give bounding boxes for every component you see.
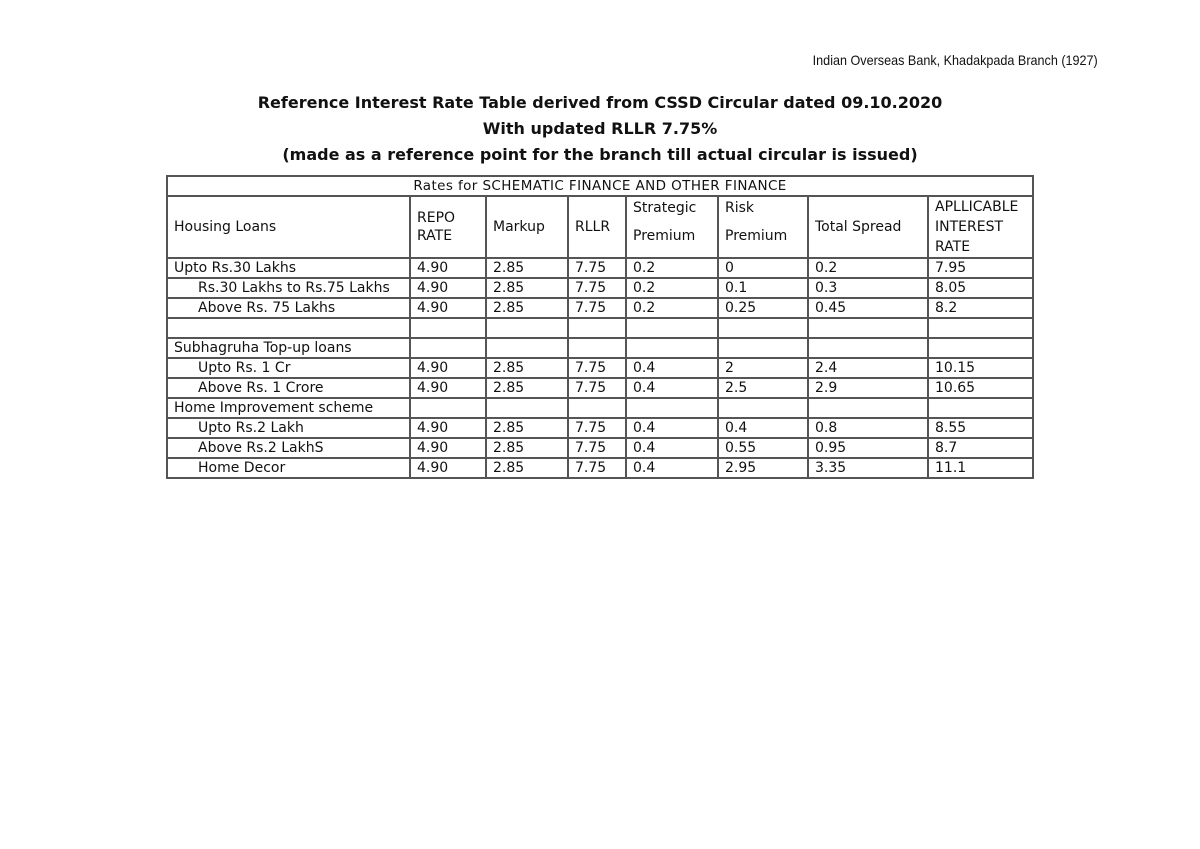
cell-markup: 2.85 bbox=[486, 458, 568, 478]
cell-markup: 2.85 bbox=[486, 438, 568, 458]
cell-strategic-premium: 0.4 bbox=[626, 378, 718, 398]
cell-total-spread: 0.2 bbox=[808, 258, 928, 278]
cell-rllr: 7.75 bbox=[568, 438, 626, 458]
cell-rllr: 7.75 bbox=[568, 258, 626, 278]
cell-markup: 2.85 bbox=[486, 418, 568, 438]
header-rllr: RLLR bbox=[568, 196, 626, 258]
header-repo-line-1: REPO bbox=[417, 210, 456, 226]
cell-loan-type: Above Rs.2 LakhS bbox=[167, 438, 410, 458]
cell-applicable-rate: 11.1 bbox=[928, 458, 1033, 478]
cell-strategic-premium: 0.2 bbox=[626, 278, 718, 298]
cell-applicable-rate: 8.2 bbox=[928, 298, 1033, 318]
cell-repo-rate bbox=[410, 318, 486, 338]
cell-loan-type: Above Rs. 75 Lakhs bbox=[167, 298, 410, 318]
table-row bbox=[167, 378, 1033, 398]
cell-rllr: 7.75 bbox=[568, 458, 626, 478]
table-row bbox=[167, 278, 1033, 298]
cell-applicable-rate bbox=[928, 318, 1033, 338]
cell-strategic-premium: 0.2 bbox=[626, 298, 718, 318]
cell-rllr: 7.75 bbox=[568, 358, 626, 378]
table-caption-row bbox=[167, 176, 1033, 196]
table-row bbox=[167, 438, 1033, 458]
interest-rate-table bbox=[166, 175, 1034, 479]
cell-risk-premium: 0.25 bbox=[718, 298, 808, 318]
cell-loan-type bbox=[167, 318, 410, 338]
cell-risk-premium: 0 bbox=[718, 258, 808, 278]
cell-markup: 2.85 bbox=[486, 358, 568, 378]
cell-markup: 2.85 bbox=[486, 278, 568, 298]
header-strategic-line-1: Strategic bbox=[633, 200, 697, 216]
cell-markup bbox=[486, 318, 568, 338]
cell-applicable-rate: 7.95 bbox=[928, 258, 1033, 278]
cell-rllr: 7.75 bbox=[568, 298, 626, 318]
cell-repo-rate: 4.90 bbox=[410, 358, 486, 378]
cell-strategic-premium bbox=[626, 318, 718, 338]
cell-applicable-rate: 10.15 bbox=[928, 358, 1033, 378]
cell-loan-type: Upto Rs.2 Lakh bbox=[167, 418, 410, 438]
cell-loan-type: Above Rs. 1 Crore bbox=[167, 378, 410, 398]
header-total-spread: Total Spread bbox=[808, 196, 928, 258]
cell-loan-type: Home Improvement scheme bbox=[167, 398, 410, 418]
header-housing-loans: Housing Loans bbox=[167, 196, 410, 258]
cell-strategic-premium bbox=[626, 398, 718, 418]
cell-repo-rate: 4.90 bbox=[410, 418, 486, 438]
cell-loan-type: Subhagruha Top-up loans bbox=[167, 338, 410, 358]
cell-risk-premium: 2.95 bbox=[718, 458, 808, 478]
cell-risk-premium bbox=[718, 318, 808, 338]
cell-loan-type: Upto Rs. 1 Cr bbox=[167, 358, 410, 378]
cell-strategic-premium: 0.4 bbox=[626, 438, 718, 458]
cell-risk-premium bbox=[718, 398, 808, 418]
cell-loan-type: Rs.30 Lakhs to Rs.75 Lakhs bbox=[167, 278, 410, 298]
cell-total-spread: 2.4 bbox=[808, 358, 928, 378]
cell-rllr: 7.75 bbox=[568, 278, 626, 298]
cell-repo-rate: 4.90 bbox=[410, 298, 486, 318]
cell-total-spread: 2.9 bbox=[808, 378, 928, 398]
cell-total-spread: 0.95 bbox=[808, 438, 928, 458]
cell-strategic-premium: 0.4 bbox=[626, 458, 718, 478]
table-row bbox=[167, 418, 1033, 438]
table-row bbox=[167, 358, 1033, 378]
table-row bbox=[167, 258, 1033, 278]
cell-rllr: 7.75 bbox=[568, 378, 626, 398]
cell-total-spread: 0.3 bbox=[808, 278, 928, 298]
table-row bbox=[167, 338, 1033, 358]
cell-repo-rate bbox=[410, 398, 486, 418]
cell-strategic-premium: 0.2 bbox=[626, 258, 718, 278]
cell-strategic-premium bbox=[626, 338, 718, 358]
cell-total-spread: 3.35 bbox=[808, 458, 928, 478]
cell-loan-type: Upto Rs.30 Lakhs bbox=[167, 258, 410, 278]
table-row bbox=[167, 398, 1033, 418]
header-applicable-line-1: APLLICABLE bbox=[935, 199, 1019, 215]
cell-applicable-rate: 8.05 bbox=[928, 278, 1033, 298]
cell-risk-premium: 2.5 bbox=[718, 378, 808, 398]
cell-applicable-rate: 10.65 bbox=[928, 378, 1033, 398]
cell-total-spread bbox=[808, 398, 928, 418]
document-title bbox=[0, 90, 1200, 168]
header-applicable-line-3: RATE bbox=[935, 239, 971, 255]
header-repo-line-2: RATE bbox=[417, 228, 453, 244]
cell-applicable-rate: 8.7 bbox=[928, 438, 1033, 458]
cell-loan-type: Home Decor bbox=[167, 458, 410, 478]
cell-repo-rate: 4.90 bbox=[410, 378, 486, 398]
cell-total-spread bbox=[808, 338, 928, 358]
cell-risk-premium: 2 bbox=[718, 358, 808, 378]
cell-markup: 2.85 bbox=[486, 298, 568, 318]
header-risk-line-1: Risk bbox=[725, 200, 755, 216]
cell-risk-premium: 0.1 bbox=[718, 278, 808, 298]
cell-strategic-premium: 0.4 bbox=[626, 418, 718, 438]
header-strategic-premium bbox=[626, 196, 718, 258]
bank-branch-note: Indian Overseas Bank, Khadakpada Branch (1927) bbox=[812, 52, 1098, 68]
cell-markup: 2.85 bbox=[486, 258, 568, 278]
cell-risk-premium: 0.4 bbox=[718, 418, 808, 438]
cell-markup bbox=[486, 338, 568, 358]
header-applicable-line-2: INTEREST bbox=[935, 219, 1004, 235]
cell-repo-rate: 4.90 bbox=[410, 438, 486, 458]
cell-rllr: 7.75 bbox=[568, 418, 626, 438]
header-risk-premium bbox=[718, 196, 808, 258]
cell-strategic-premium: 0.4 bbox=[626, 358, 718, 378]
header-risk-line-2: Premium bbox=[725, 228, 788, 244]
cell-rllr bbox=[568, 338, 626, 358]
cell-repo-rate: 4.90 bbox=[410, 458, 486, 478]
cell-total-spread: 0.45 bbox=[808, 298, 928, 318]
cell-markup: 2.85 bbox=[486, 378, 568, 398]
cell-applicable-rate bbox=[928, 398, 1033, 418]
cell-repo-rate: 4.90 bbox=[410, 258, 486, 278]
table-header-row bbox=[167, 196, 1033, 258]
title-line-1: Reference Interest Rate Table derived from CSSD Circular dated 09.10.2020 bbox=[257, 93, 943, 112]
header-applicable-rate bbox=[928, 196, 1033, 258]
cell-repo-rate bbox=[410, 338, 486, 358]
cell-rllr bbox=[568, 398, 626, 418]
header-markup: Markup bbox=[486, 196, 568, 258]
table-row bbox=[167, 318, 1033, 338]
header-repo-rate bbox=[410, 196, 486, 258]
cell-total-spread bbox=[808, 318, 928, 338]
cell-risk-premium: 0.55 bbox=[718, 438, 808, 458]
cell-rllr bbox=[568, 318, 626, 338]
cell-total-spread: 0.8 bbox=[808, 418, 928, 438]
header-strategic-line-2: Premium bbox=[633, 228, 696, 244]
cell-repo-rate: 4.90 bbox=[410, 278, 486, 298]
table-row bbox=[167, 458, 1033, 478]
table-caption: Rates for SCHEMATIC FINANCE AND OTHER FINANCE bbox=[167, 176, 1033, 196]
cell-markup bbox=[486, 398, 568, 418]
cell-applicable-rate bbox=[928, 338, 1033, 358]
table-row bbox=[167, 298, 1033, 318]
cell-applicable-rate: 8.55 bbox=[928, 418, 1033, 438]
cell-risk-premium bbox=[718, 338, 808, 358]
title-line-2: With updated RLLR 7.75% bbox=[482, 119, 718, 138]
title-line-3: (made as a reference point for the branch till actual circular is issued) bbox=[282, 145, 918, 164]
